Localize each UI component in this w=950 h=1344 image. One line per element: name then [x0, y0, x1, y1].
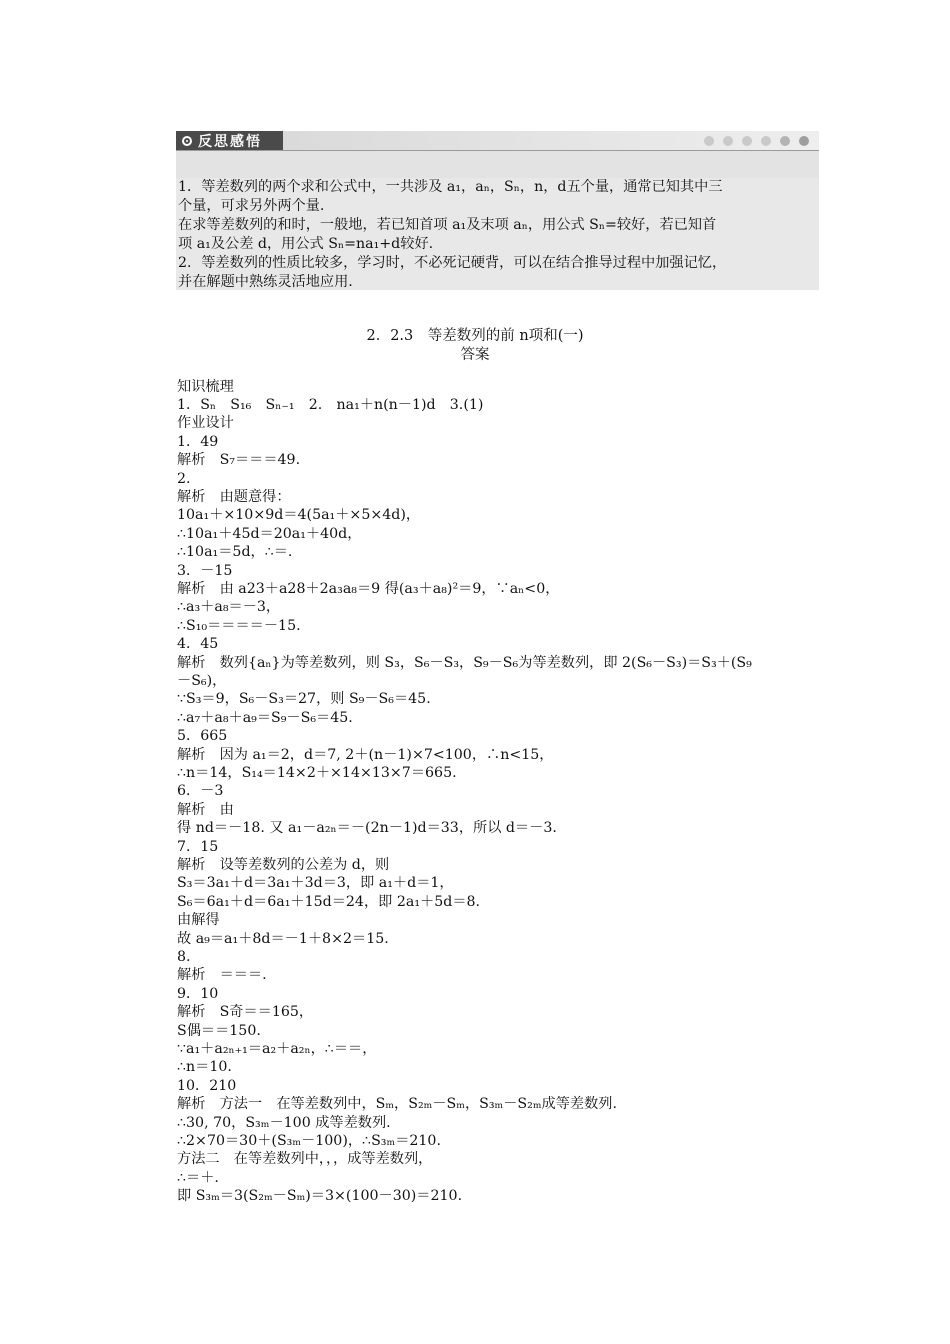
body-line: 3．－15: [177, 563, 233, 579]
dot-icon: [704, 136, 714, 146]
body-line: ∵a₁＋a₂ₙ₊₁＝a₂＋a₂ₙ，∴＝＝，: [177, 1041, 377, 1057]
body-line: S₃＝3a₁＋d＝3a₁＋3d＝3，即 a₁＋d＝1，: [177, 875, 454, 891]
reflection-line: 在求等差数列的和时，一般地，若已知首项 a₁及末项 aₙ，用公式 Sₙ=较好，若已知首: [178, 217, 717, 233]
body-line: 方法二 在等差数列中，，，成等差数列，: [177, 1151, 433, 1167]
body-line: 2.: [177, 471, 191, 487]
body-line: 解析 因为 a₁＝2，d＝7, 2＋(n－1)×7<100，∴n<15，: [177, 747, 554, 763]
body-line: 解析 由题意得：: [177, 489, 291, 505]
body-line: 得 nd＝－18. 又 a₁－a₂ₙ＝－(2n－1)d＝33，所以 d＝－3.: [177, 820, 557, 836]
banner-tab: [176, 131, 283, 150]
reflection-line: 项 a₁及公差 d，用公式 Sₙ=na₁+d较好.: [178, 236, 434, 252]
body-line: 10．210: [177, 1078, 237, 1094]
body-line: 即 S₃ₘ＝3(S₂ₘ－Sₘ)＝3×(100－30)＝210.: [177, 1188, 463, 1204]
reflection-banner: [176, 131, 819, 178]
body-line: 解析 ＝＝＝.: [177, 967, 267, 983]
body-line: －S₆)，: [177, 673, 227, 689]
dot-icon: [780, 136, 790, 146]
body-line: 5．665: [177, 728, 228, 744]
body-line: ∴n＝14，S₁₄＝14×2＋×14×13×7＝665.: [177, 765, 457, 781]
banner-title: 反思感悟: [198, 133, 262, 150]
body-line: ∴10a₁＝5d，∴＝.: [177, 544, 293, 560]
dot-icon: [742, 136, 752, 146]
body-line: ∴a₃＋a₈＝－3，: [177, 599, 281, 615]
body-line: 7．15: [177, 839, 219, 855]
reflection-line: 个量，可求另外两个量.: [178, 198, 325, 214]
body-line: 4．45: [177, 636, 219, 652]
dot-icon: [723, 136, 733, 146]
body-line: 1．49: [177, 434, 219, 450]
reflection-line: 1．等差数列的两个求和公式中，一共涉及 a₁，aₙ，Sₙ，n，d五个量，通常已知其中三: [178, 179, 723, 195]
body-line: ∴a₇＋a₈＋a₉＝S₉－S₆＝45.: [177, 710, 353, 726]
body-line: 解析 S奇＝＝165，: [177, 1004, 314, 1020]
answer-heading: 答案: [460, 347, 490, 363]
body-line: 作业设计: [177, 415, 234, 431]
body-line: 9．10: [177, 986, 219, 1002]
body-line: 8.: [177, 949, 191, 965]
body-line: 知识梳理: [177, 379, 234, 395]
body-line: S偶＝＝150.: [177, 1023, 261, 1039]
body-line: 由解得: [177, 912, 220, 928]
body-line: 故 a₉＝a₁＋8d＝－1＋8×2＝15.: [177, 931, 389, 947]
banner-bar: [176, 131, 819, 151]
body-line: 解析 由 a23＋a28＋2a₃a₈＝9 得(a₃＋a₈)²＝9，∵aₙ<0，: [177, 581, 560, 597]
body-line: S₆＝6a₁＋d＝6a₁＋15d＝24，即 2a₁＋5d＝8.: [177, 894, 481, 910]
decorative-dots: [704, 136, 809, 146]
body-line: 10a₁＋×10×9d＝4(5a₁＋×5×4d)，: [177, 507, 421, 523]
body-line: ∴S₁₀＝＝＝＝－15.: [177, 618, 301, 634]
body-line: ∴30, 70，S₃ₘ－100 成等差数列.: [177, 1115, 391, 1131]
dot-icon: [761, 136, 771, 146]
body-line: 1．Sₙ S₁₆ Sₙ₋₁ 2. na₁＋n(n－1)d 3.(1): [177, 397, 484, 413]
reflection-box: [176, 178, 819, 290]
body-line: ∴＝＋.: [177, 1170, 219, 1186]
body-line: ∴2×70＝30＋(S₃ₘ－100)，∴S₃ₘ＝210.: [177, 1133, 441, 1149]
body-line: ∵S₃＝9，S₆－S₃＝27，则 S₉－S₆＝45.: [177, 691, 431, 707]
circle-dot-icon: [182, 136, 192, 146]
body-line: 解析 由: [177, 802, 234, 818]
reflection-line: 并在解题中熟练灵活地应用.: [178, 274, 353, 290]
body-line: 解析 S₇＝＝＝49.: [177, 452, 301, 468]
body-line: ∴10a₁＋45d＝20a₁＋40d，: [177, 526, 362, 542]
section-title: 2．2.3 等差数列的前 n项和(一): [366, 328, 584, 344]
reflection-line: 2．等差数列的性质比较多，学习时，不必死记硬背，可以在结合推导过程中加强记忆，: [178, 255, 727, 271]
dot-icon: [799, 136, 809, 146]
body-line: 解析 方法一 在等差数列中，Sₘ，S₂ₘ－Sₘ，S₃ₘ－S₂ₘ成等差数列.: [177, 1096, 617, 1112]
body-line: 解析 数列{aₙ}为等差数列，则 S₃，S₆－S₃，S₉－S₆为等差数列，即 2(S₆－S₃)＝S₃＋(S₉: [177, 655, 752, 671]
body-line: 解析 设等差数列的公差为 d，则: [177, 857, 390, 873]
body-line: 6．－3: [177, 783, 224, 799]
body-line: ∴n＝10.: [177, 1059, 232, 1075]
